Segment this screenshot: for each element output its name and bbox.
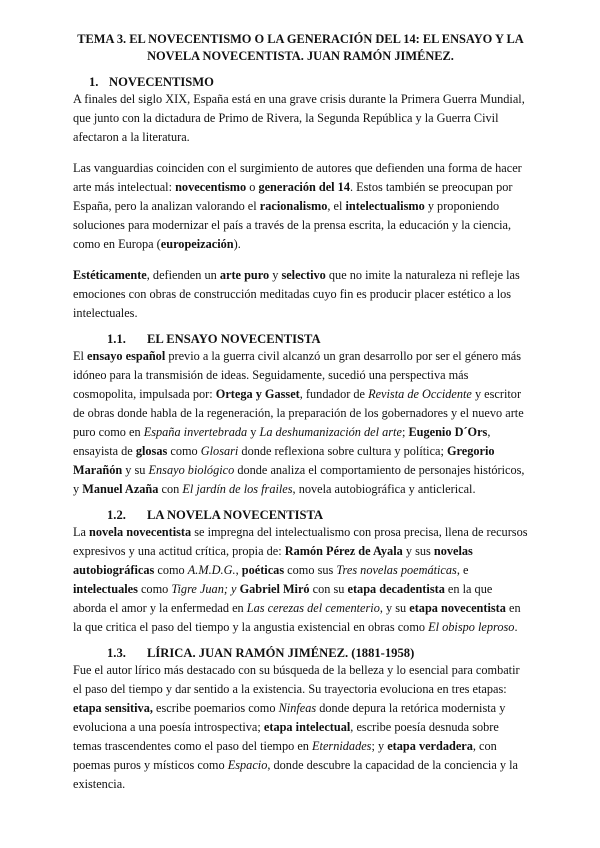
- paragraph-lirica: Fue el autor lírico más destacado con su búsqueda de la belleza y lo esencial para combatir el paso del tiempo y dar sentido a la existencia. Su trayectoria evoluciona en tres etapas: etapa sensitiva, escribe poemarios como Ninfeas donde depura la retórica modernista y evoluciona a una poesía introspectiva; etapa intelectual, escribe poesía desnuda sobre temas trascendentes como el paso del tiempo en Eternidades; y etapa verdadera, con poemas puros y místicos como Espacio, donde descubre la capacidad de la conciencia y la existencia.: [73, 663, 520, 791]
- section-title: NOVECENTISMO: [109, 75, 214, 89]
- section-heading-lirica: [73, 645, 528, 661]
- paragraph-ensayo: El ensayo español previo a la guerra civil alcanzó un gran desarrollo por ser el género más idóneo para la transmisión de ideas. Seguidamente, sucedió una perspectiva más cosmopolita, impulsada por: Ortega y Gasset, fundador de Revista de Occidente y escritor de obras donde habla de la regeneración, la preparación de los gobernadores y el nuevo arte puro como en España invertebrada y La deshumanización del arte; Eugenio D´Ors, ensayista de glosas como Glosari donde reflexiona sobre cultura y política; Gregorio Marañón y su Ensayo biológico donde analiza el comportamiento de personajes históricos, y Manuel Azaña con El jardín de los frailes, novela autobiográfica y anticlerical.: [73, 349, 525, 496]
- section-number: 1.1.: [107, 332, 126, 346]
- section-number: 1.3.: [107, 646, 126, 660]
- section-number: 1.2.: [107, 508, 126, 522]
- section-heading-novecentismo: [73, 74, 528, 90]
- paragraph-context: A finales del siglo XIX, España está en una grave crisis durante la Primera Guerra Mundial, que junto con la dictadura de Primo de Rivera, la Segunda República y la Guerra Civil afectaron a la literatura.: [73, 92, 525, 144]
- document-title: TEMA 3. EL NOVECENTISMO O LA GENERACIÓN DEL 14: EL ENSAYO Y LA NOVELA NOVECENTISTA. JUAN RAMÓN JIMÉNEZ.: [77, 32, 524, 63]
- section-heading-ensayo: [73, 331, 528, 347]
- paragraph-novela: La novela novecentista se impregna del intelectualismo con prosa precisa, llena de recursos expresivos y una actitud crítica, propia de: Ramón Pérez de Ayala y sus novelas autobiográficas como A.M.D.G., poéticas como sus Tres novelas poemáticas, e intelectuales como Tigre Juan; y Gabriel Miró con su etapa decadentista en la que aborda el amor y la enfermedad en Las cerezas del cementerio, y su etapa novecentista en la que critica el paso del tiempo y la angustia existencial en obras como El obispo leproso.: [73, 525, 528, 634]
- section-title: EL ENSAYO NOVECENTISTA: [147, 332, 321, 346]
- section-number: 1.: [89, 75, 99, 89]
- section-title: LA NOVELA NOVECENTISTA: [147, 508, 324, 522]
- section-heading-novela: [73, 507, 528, 523]
- section-title: LÍRICA. JUAN RAMÓN JIMÉNEZ. (1881-1958): [147, 646, 415, 660]
- paragraph-vanguardias: Las vanguardias coinciden con el surgimiento de autores que defienden una forma de hacer arte más intelectual: novecentismo o generación del 14. Estos también se preocupan por España, pero la analizan valorando el racionalismo, el intelectualismo y proponiendo soluciones para modernizar el país a través de la prensa escrita, la educación y la ciencia, como en Europa (europeización).: [73, 161, 522, 251]
- paragraph-estetica: Estéticamente, defienden un arte puro y selectivo que no imite la naturaleza ni refleje las emociones con obras de construcción meditadas cuyo fin es producir placer estético a los intelectuales.: [73, 268, 520, 320]
